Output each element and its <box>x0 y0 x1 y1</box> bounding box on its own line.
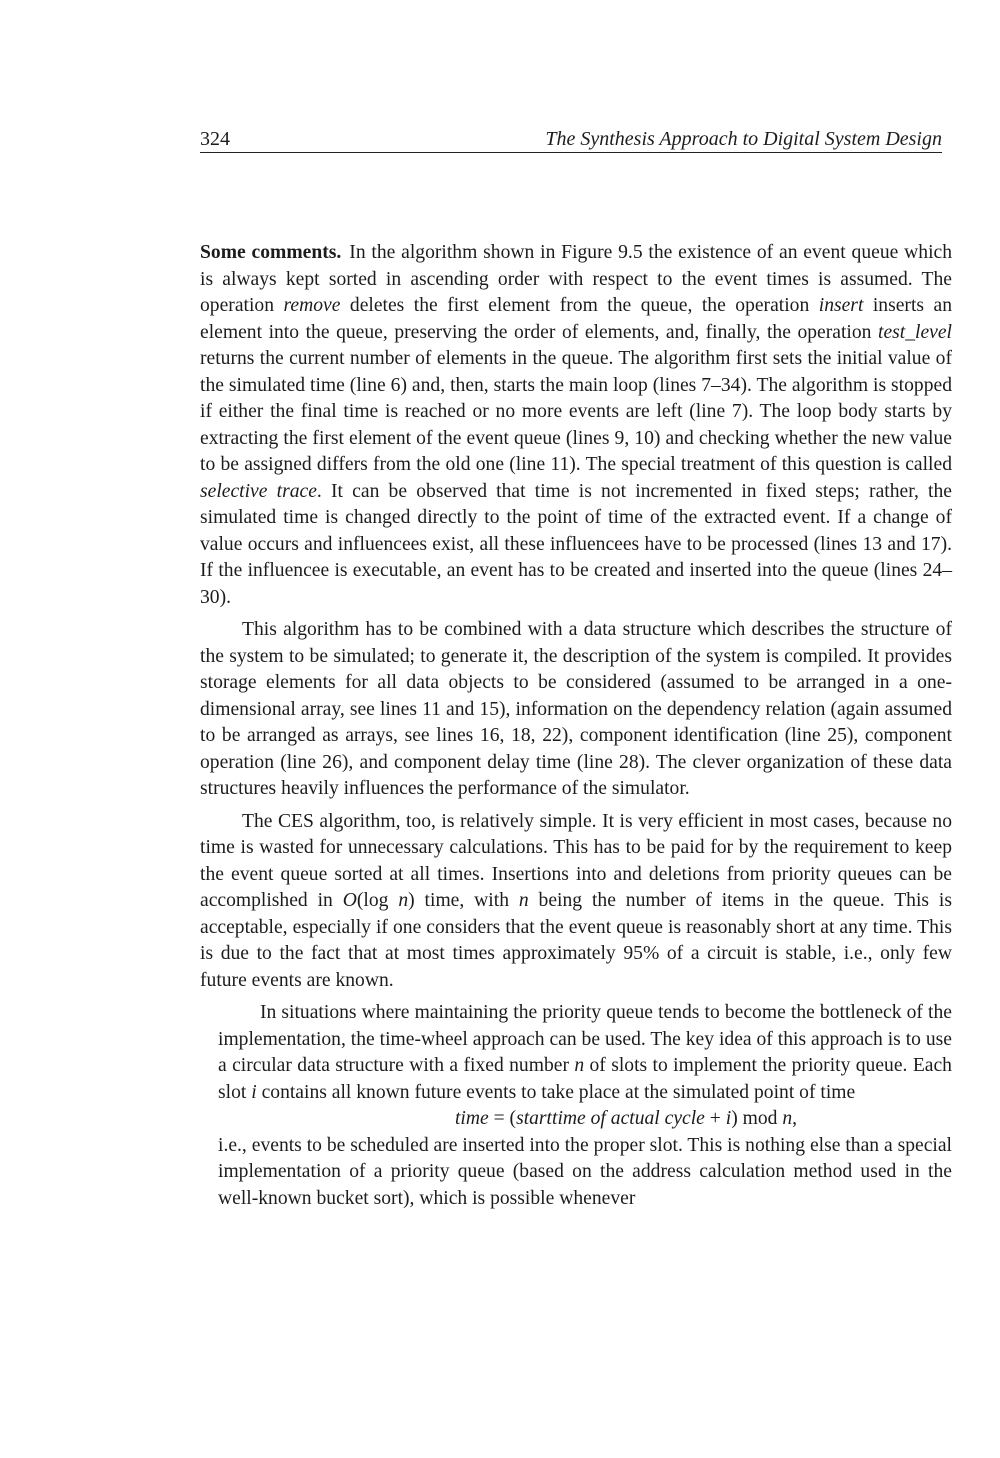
body-text <box>200 240 952 1218</box>
term-remove: remove <box>283 295 341 316</box>
text-span: The CES algorithm, too, is relatively simple. It is very efficient in most cases, because no time is wasted for unnecessary calculations. This has to be paid for by the requirement to keep the event queue sorted at all times. Insertions into and deletions from priority queues can be accomplished in <box>200 810 952 911</box>
paragraph-data-structure: This algorithm has to be combined with a data structure which describes the structure of the system to be simulated; to generate it, the description of the system is compiled. It provides storage elements for all data objects to be considered (assumed to be arranged in a one-dimensional array, see lines 11 and 15), information on the dependency relation (again assumed to be arranged as arrays, see lines 16, 18, 22), component identification (line 25), component operation (line 26), and component delay time (line 28). The clever organization of these data structures heavily influences the performance of the simulator. <box>200 619 952 799</box>
formula-i: i <box>725 1108 732 1129</box>
page-number: 324 <box>200 128 230 150</box>
formula-plus: + <box>704 1108 726 1129</box>
text-span: time, with <box>414 890 519 911</box>
math-n: n <box>518 890 529 911</box>
run-in-heading: Some comments. <box>200 242 342 263</box>
term-selective-trace: selective trace <box>200 480 317 502</box>
formula-comma: , <box>792 1108 798 1129</box>
formula-n: n <box>782 1108 793 1129</box>
formula-mod: ) mod <box>731 1108 783 1129</box>
formula-starttime: starttime of actual cycle <box>516 1108 705 1129</box>
paragraph-some-comments <box>200 240 952 611</box>
paragraph-time-wheel <box>218 1000 952 1212</box>
math-n: n <box>398 890 409 911</box>
running-title: The Synthesis Approach to Digital System Design <box>545 128 942 150</box>
text-span: deletes the first element from the queue, the operation <box>340 295 819 316</box>
text-span: . It can be observed that time is not incremented in fixed steps; rather, the simulated time is changed directly to the point of time of the extracted event. If a change of value occurs and influencees exist, all these influencees have to be processed (lines 13 and 17). If the influencee is executable, an event has to be created and inserted into the queue (lines 24–30). <box>200 480 952 608</box>
term-insert: insert <box>818 295 864 316</box>
math-log: (log <box>356 890 399 911</box>
text-span: inserts an element into the queue, preserving the order of elements, and, finally, the operation <box>200 295 952 343</box>
text-span: being the number of items in the queue. This is acceptable, especially if one considers that the event queue is reasonably short at any time. This is due to the fact that at most times approximately 95% of a circuit is stable, i.e., only few future events are known. <box>200 890 952 991</box>
formula-eq: = ( <box>488 1108 517 1129</box>
running-header <box>200 124 942 153</box>
math-i: i <box>251 1081 257 1103</box>
formula-time: time <box>454 1108 489 1129</box>
text-span: In situations where maintaining the priority queue tends to become the bottleneck of the implementation, the time-wheel approach can be used. The key idea of this approach is to use a circular data structure with a fixed number <box>218 1002 952 1076</box>
text-span: of slots to implement the priority queue. Each slot <box>218 1055 952 1103</box>
text-span: contains all known future events to take place at the simulated point of time <box>256 1081 856 1103</box>
text-span: i.e., events to be scheduled are inserted into the proper slot. This is nothing else than a special implementation of a priority queue (based on the address calculation method used in the well-known bucket sort), which is possible whenever <box>218 1134 952 1209</box>
paragraph-ces-algorithm <box>200 809 952 995</box>
text-span: returns the current number of elements in the queue. The algorithm first sets the initial value of the simulated time (line 6) and, then, starts the main loop (lines 7–34). The algorithm is stopped if either the final time is reached or no more events are left (line 7). The loop body starts by extracting the first element of the event queue (lines 9, 10) and checking whether the new value to be assigned differs from the old one (line 11). The special treatment of this question is called <box>200 348 952 475</box>
math-O: O <box>342 890 357 911</box>
term-test-level: test_level <box>878 321 952 343</box>
math-n: n <box>574 1055 585 1076</box>
math-paren: ) <box>408 890 415 911</box>
text-span: In the algorithm shown in Figure 9.5 the existence of an event queue which is always kept sorted in ascending order with respect to the event times is assumed. The operation <box>200 242 952 316</box>
time-wheel-formula <box>218 1106 952 1133</box>
